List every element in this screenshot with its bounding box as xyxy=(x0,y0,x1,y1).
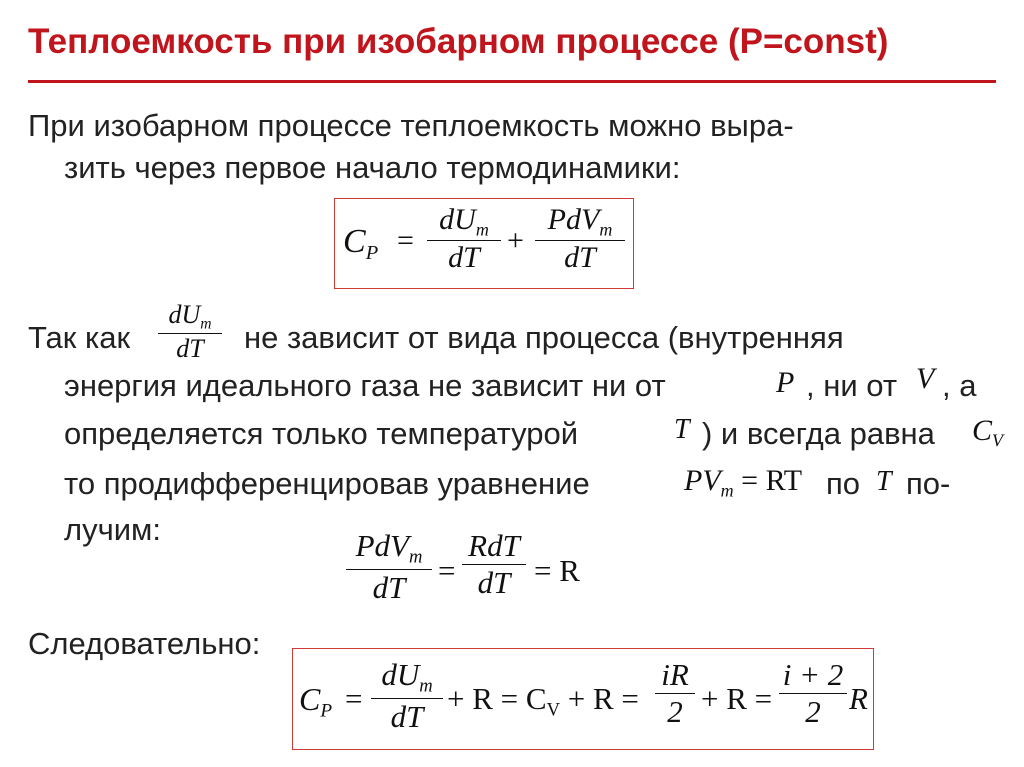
paragraph-line-1-start: Так как xyxy=(28,320,131,355)
formula3-middle: + $R = C_V + R$ = xyxy=(447,681,639,721)
paragraph-line-3-mid: ) и всегда равна xyxy=(702,416,935,451)
formula2-equals-1: = xyxy=(438,553,456,588)
paragraph-line-4-mid: по xyxy=(826,466,861,501)
formula1-plus: + xyxy=(507,224,524,257)
intro-line-2: зить через первое начало термодинамики: xyxy=(64,150,681,185)
symbol-t: T xyxy=(674,414,690,445)
formula3-fraction-du: $dU_m$ dT xyxy=(371,657,443,735)
paragraph-line-5: лучим: xyxy=(64,512,161,547)
formula3-lhs: $C_P$ xyxy=(299,681,333,722)
conclusion-label: Следовательно: xyxy=(28,626,261,661)
formula-box-1 xyxy=(334,198,634,289)
formula1-lhs: $C_P$ xyxy=(343,223,379,265)
formula2-fraction-pdv: PdV$_m$ dT xyxy=(346,528,432,606)
formula3-fraction-i2: i + 2 2 xyxy=(779,657,847,730)
paragraph-line-1-end: не зависит от вида процесса (внутренняя xyxy=(244,320,844,355)
formula2-fraction-rdt: RdT dT xyxy=(462,528,526,601)
formula3-middle-2: + R = xyxy=(701,681,773,716)
formula1-equals: = xyxy=(397,224,414,257)
inline-fraction-du: $dU_m$ dT xyxy=(158,300,222,364)
symbol-t-2: T xyxy=(876,466,892,497)
ideal-gas-equation: $PV_m$ = RT xyxy=(684,464,803,501)
symbol-p: P xyxy=(776,366,795,399)
formula1-fraction-du: $dU_m$ dT xyxy=(427,203,501,275)
intro-line-1: При изобарном процессе теплоемкость можно выра- xyxy=(28,108,794,143)
paragraph-line-3-start: определяется только температурой xyxy=(64,416,579,451)
formula3-equals: = xyxy=(345,681,363,716)
formula2-result: = R xyxy=(534,553,580,588)
paragraph-line-4-start: то продифференцировав уравнение xyxy=(64,466,590,501)
title-underline xyxy=(28,80,996,83)
formula-box-3 xyxy=(292,648,874,750)
paragraph-line-2-end: , а xyxy=(942,368,977,403)
symbol-cv: $C_V$ xyxy=(972,414,1004,451)
paragraph-line-2-mid: , ни от xyxy=(806,368,898,403)
page-title: Теплоемкость при изобарном процессе (P=const) xyxy=(28,22,889,61)
paragraph-line-2-start: энергия идеального газа не зависит ни от xyxy=(64,368,666,403)
formula3-fraction-ir: iR 2 xyxy=(655,657,695,730)
paragraph-line-4-end: по- xyxy=(906,466,951,501)
formula1-fraction-pdv: PdV$_m$ dT xyxy=(535,203,625,275)
formula3-tail: R xyxy=(849,681,868,716)
symbol-v: V xyxy=(916,362,935,395)
